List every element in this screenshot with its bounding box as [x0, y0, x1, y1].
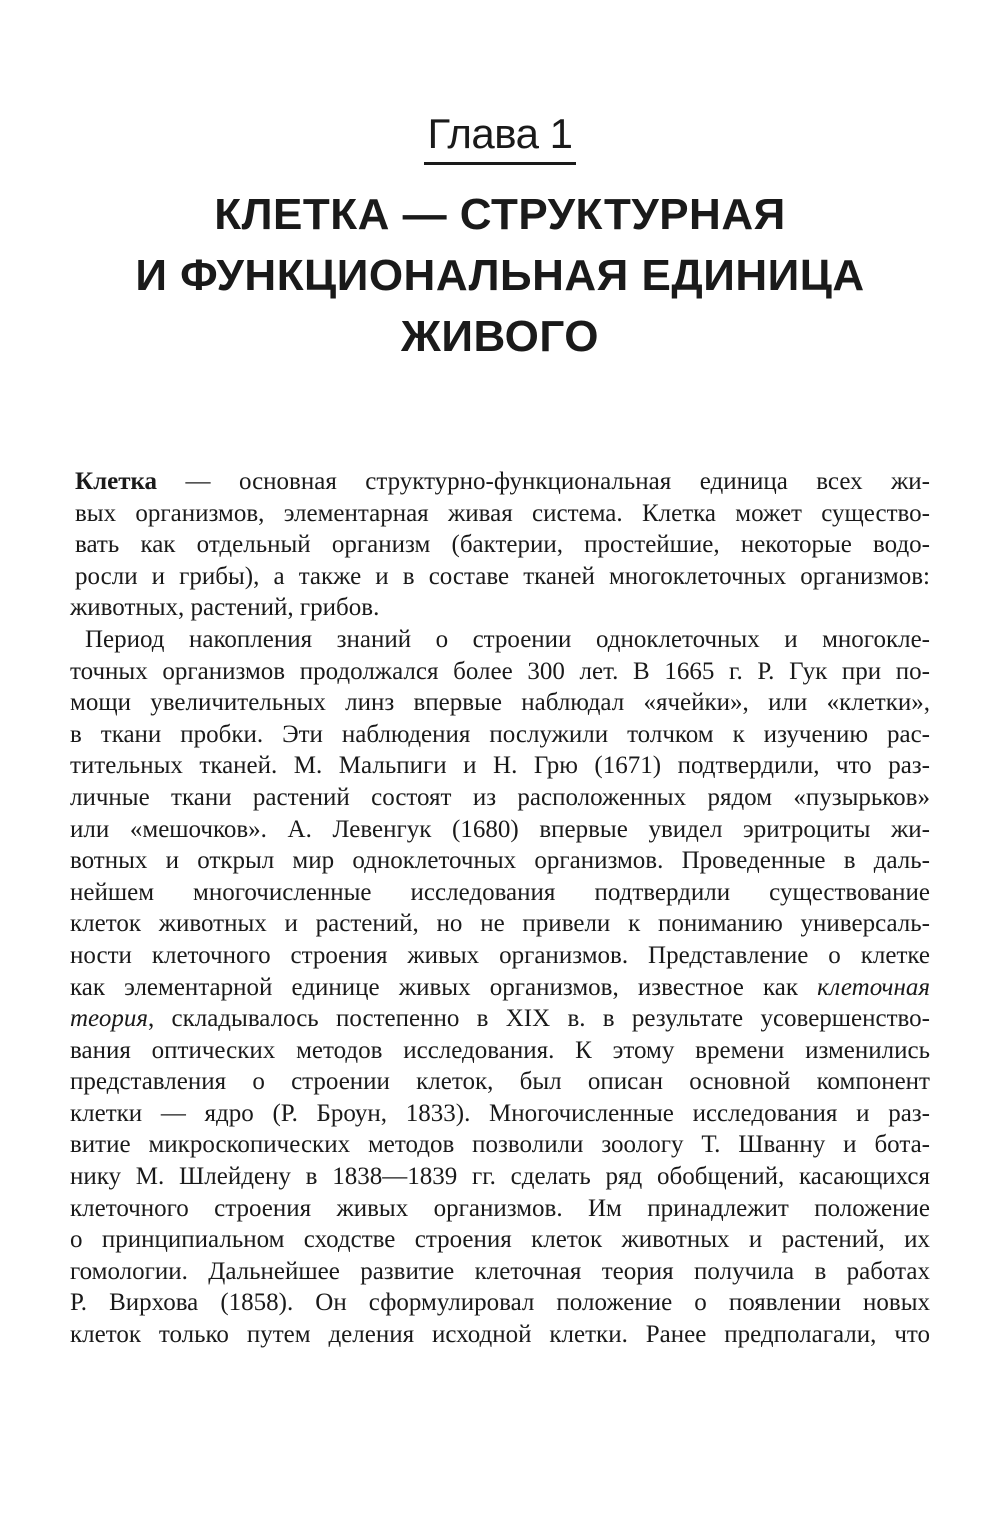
text-fragment: — основная структурно-функциональная единица всех жи-	[157, 468, 930, 495]
text-line: вания оптических методов исследования. К этому времени изменились	[70, 1036, 930, 1064]
italic-term: клеточная	[817, 973, 930, 1001]
text-fragment: , складывалось постепенно в XIX в. в результате усовершенство-	[147, 1005, 930, 1033]
text-line: о принципиальном сходстве строения клеток животных и растений, их	[70, 1226, 930, 1254]
text-line: клетки — ядро (Р. Броун, 1833). Многочисленные исследования и раз-	[70, 1099, 930, 1127]
text-line: Р. Вирхова (1858). Он сформулировал положение о появлении новых	[70, 1289, 930, 1317]
text-line: клеток животных и растений, но не привели к пониманию универсаль-	[70, 910, 930, 938]
chapter-title	[60, 184, 940, 367]
text-line: клеток только путем деления исходной клетки. Ранее предполагали, что	[70, 1321, 930, 1349]
text-line: или «мешочков». А. Левенгук (1680) впервые увидел эритроциты жи-	[70, 815, 930, 843]
text-fragment: как элементарной единице живых организмов, известное как	[70, 973, 818, 1001]
chapter-title-line: И ФУНКЦИОНАЛЬНАЯ ЕДИНИЦА	[135, 251, 865, 300]
text-line: нику М. Шлейдену в 1838—1839 гг. сделать ряд обобщений, касающихся	[70, 1163, 930, 1191]
italic-term: теория	[70, 1005, 148, 1033]
text-line: вотных и открыл мир одноклеточных организмов. Проведенные в даль-	[70, 847, 930, 875]
text-line: ности клеточного строения живых организмов. Представление о клетке	[70, 941, 930, 969]
text-line: животных, растений, грибов.	[70, 594, 380, 622]
text-line: гомологии. Дальнейшее развитие клеточная теория получила в работах	[70, 1257, 930, 1285]
chapter-label	[0, 108, 1000, 165]
text-line: точных организмов продолжался более 300 лет. В 1665 г. Р. Гук при по-	[70, 657, 930, 685]
text-line: в ткани пробки. Эти наблюдения послужили толчком к изучению рас-	[70, 720, 930, 748]
text-line: тительных тканей. М. Мальпиги и Н. Грю (1671) подтвердили, что раз-	[70, 752, 930, 780]
text-line: нейшем многочисленные исследования подтвердили существование	[70, 878, 930, 906]
text-line	[70, 972, 930, 1004]
term-cell: Клетка	[75, 468, 158, 495]
text-line	[75, 466, 930, 498]
chapter-label-text: Глава 1	[424, 108, 577, 165]
body-text	[70, 466, 930, 1351]
text-line: мощи увеличительных линз впервые наблюдал «ячейки», или «клетки»,	[70, 689, 930, 717]
chapter-title-line: КЛЕТКА — СТРУКТУРНАЯ	[214, 190, 786, 239]
paragraph-1	[70, 466, 930, 624]
text-line: личные ткани растений состоят из расположенных рядом «пузырьков»	[70, 783, 930, 811]
text-line: клеточного строения живых организмов. Им принадлежит положение	[70, 1194, 930, 1222]
text-line: вых организмов, элементарная живая система. Клетка может существо-	[75, 499, 930, 527]
text-line: витие микроскопических методов позволили зоологу Т. Шванну и бота-	[70, 1131, 930, 1159]
text-line: Период накопления знаний о строении одноклеточных и многокле-	[85, 625, 930, 653]
text-line	[70, 1003, 930, 1035]
text-line: представления о строении клеток, был описан основной компонент	[70, 1068, 930, 1096]
chapter-title-line: ЖИВОГО	[401, 312, 599, 361]
paragraph-2	[70, 624, 930, 1351]
text-line: росли и грибы), а также и в составе тканей многоклеточных организмов:	[75, 562, 930, 590]
text-line: вать как отдельный организм (бактерии, простейшие, некоторые водо-	[75, 531, 930, 559]
